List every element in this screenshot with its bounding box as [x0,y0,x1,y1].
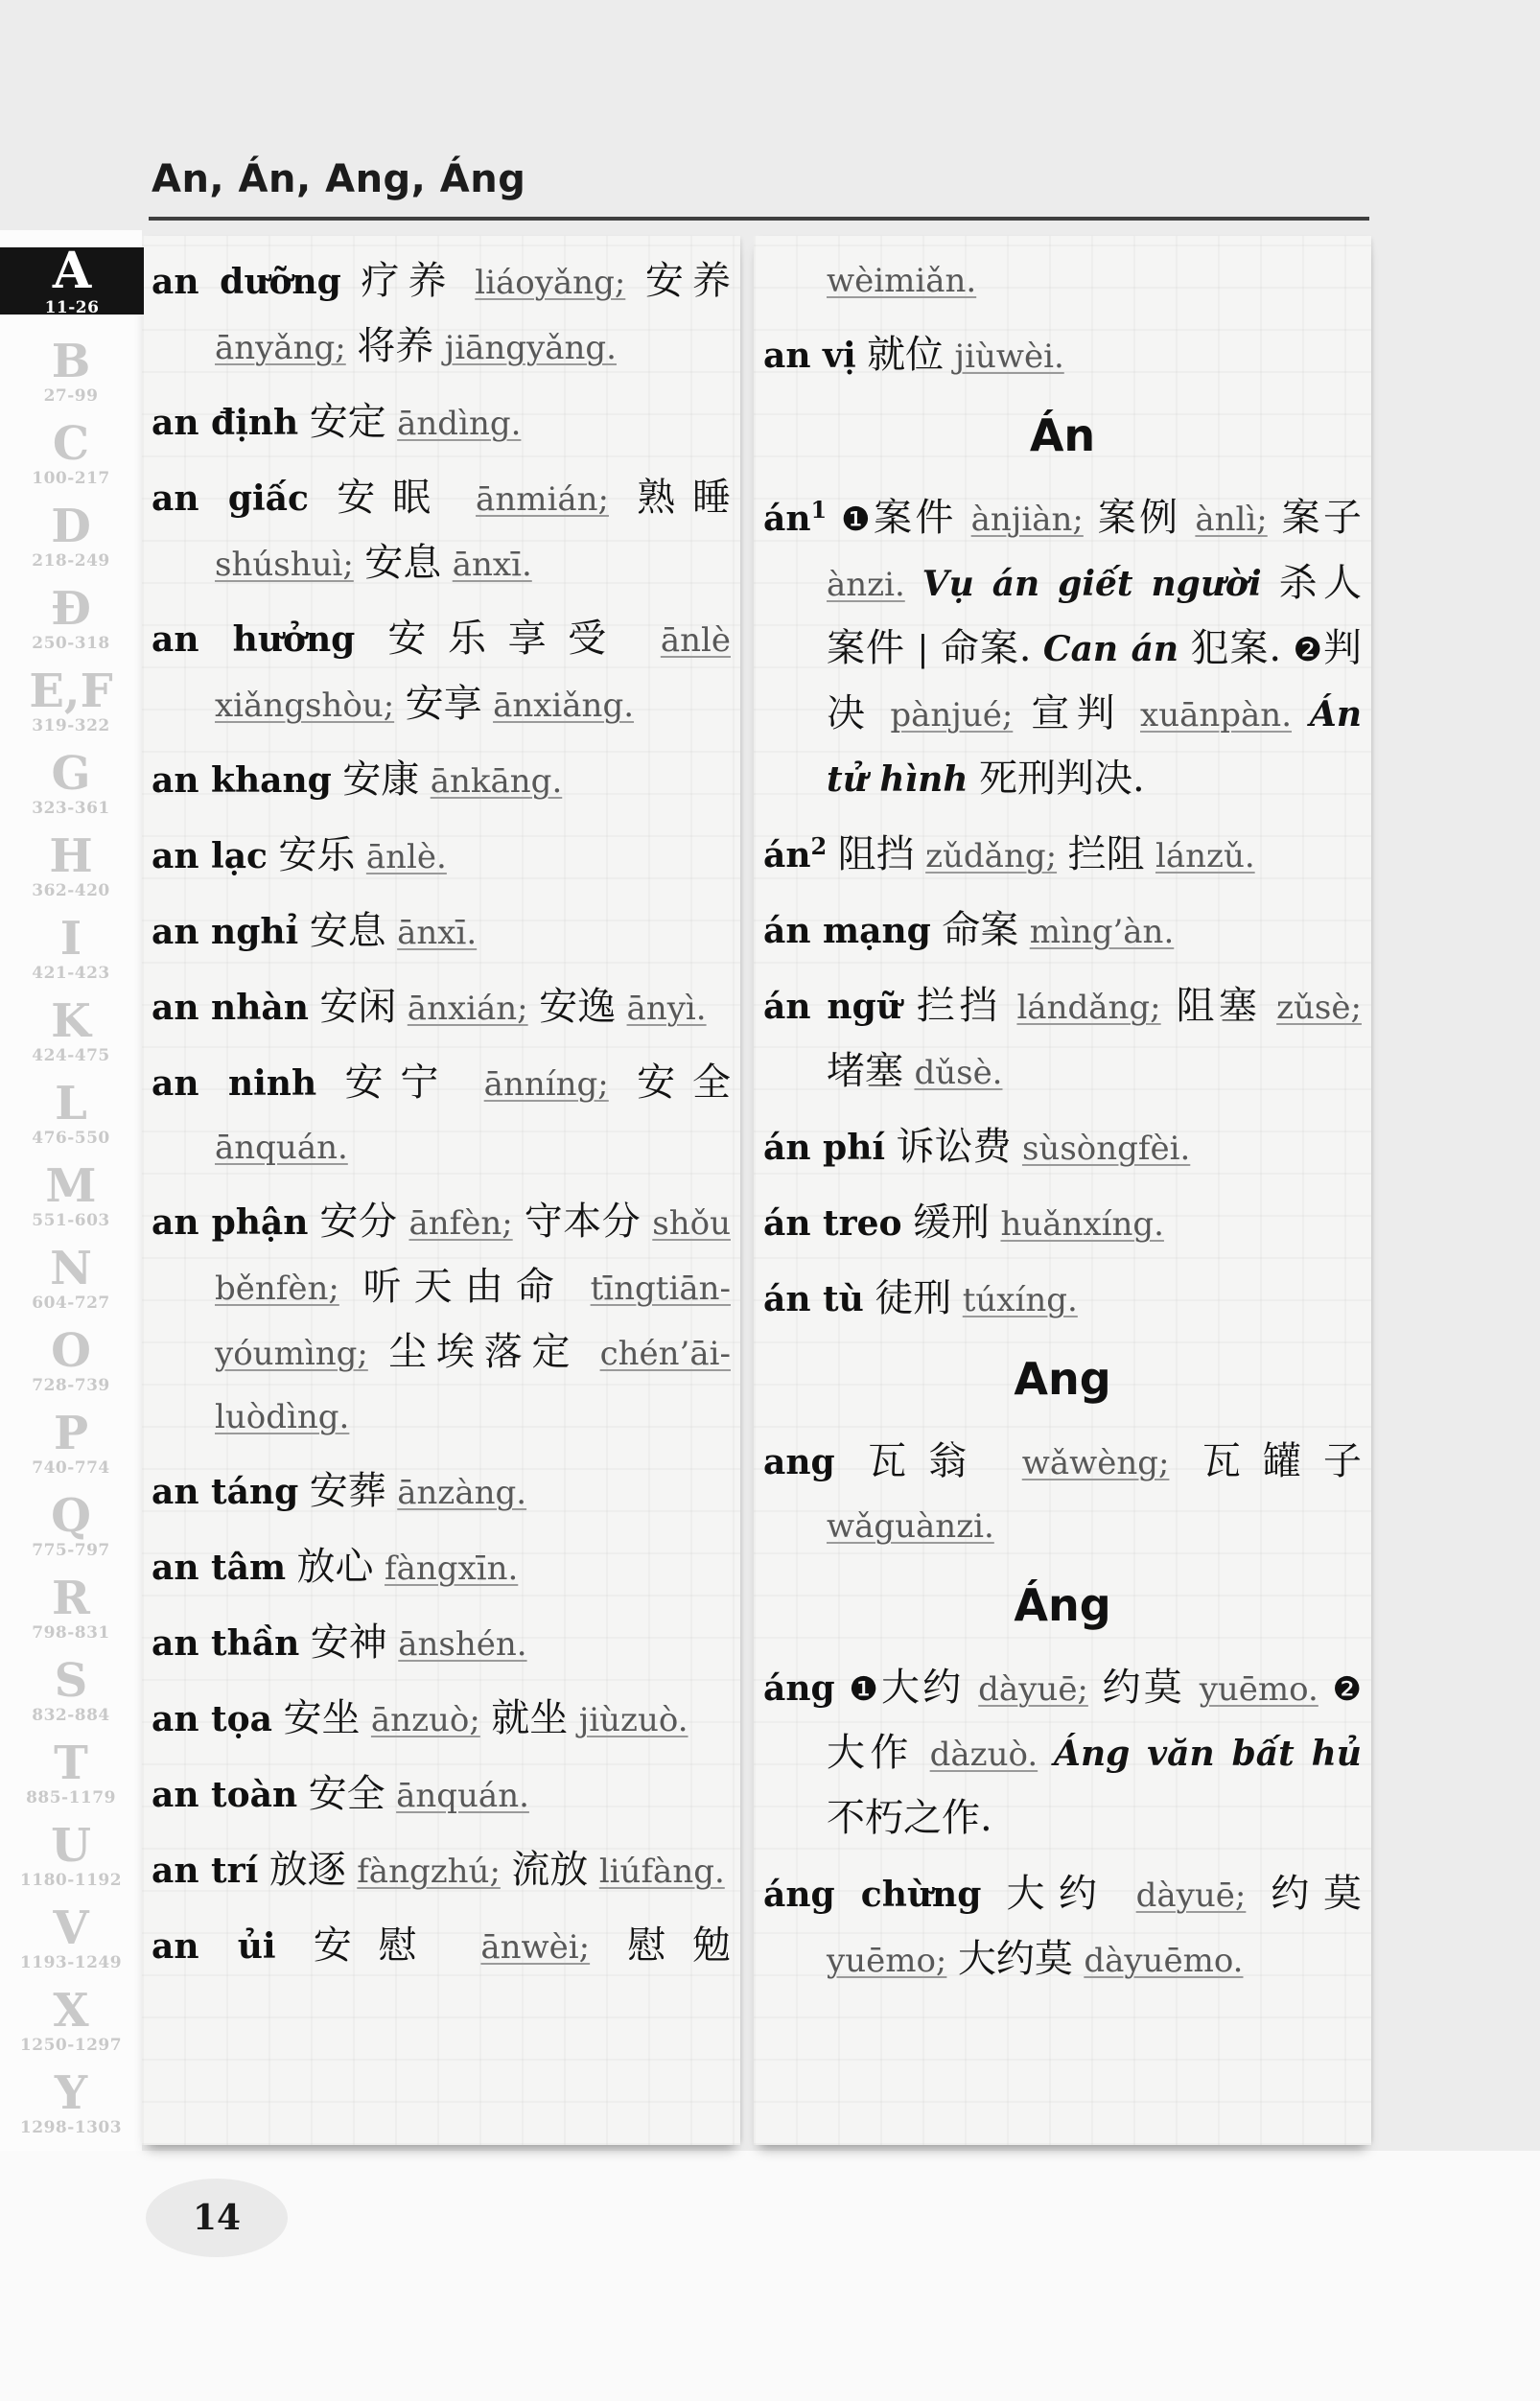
dictionary-entry [152,1611,731,1676]
index-letter: G [51,746,91,801]
chinese-text: 宣判 [1031,691,1123,735]
chinese-text: 安葬 [309,1469,386,1513]
index-page-range: 832-884 [32,1705,110,1725]
chinese-text: 放心 [296,1545,374,1589]
index-tab-g[interactable] [0,742,142,825]
dictionary-entry [152,1535,731,1600]
index-page-range: 319-322 [32,715,110,735]
page-guide-words: An, Án, Ang, Áng [152,157,526,201]
chinese-text: 安定 [309,400,386,444]
index-tab-m[interactable] [0,1154,142,1237]
chinese-text: 安眠 [337,476,448,520]
dictionary-entry [763,486,1362,812]
headword: an ninh [152,1063,317,1104]
superscript: 1 [810,496,828,524]
pinyin-text: chén’āi-luòdìng. [215,1335,731,1436]
index-letter: N [50,1241,92,1295]
pinyin-text: dàzuò. [929,1736,1038,1774]
pinyin-text: dàyuēmo. [1084,1942,1244,1980]
chinese-text: 疗养 [361,259,455,303]
chinese-text: 判决 [827,626,1362,735]
pinyin-text: mìng’àn. [1029,913,1175,951]
dictionary-entry [763,823,1362,888]
dictionary-entry [152,607,731,737]
header-rule [149,217,1369,221]
pinyin-text: fàngzhú; [357,1853,501,1891]
index-tab-x[interactable] [0,1979,142,2062]
index-page-range: 775-797 [32,1540,110,1560]
chinese-text: 放逐 [268,1848,346,1892]
chinese-text: 大约 [1006,1872,1111,1916]
index-page-range: 27-99 [43,385,99,406]
index-page-range: 476-550 [32,1128,110,1148]
pinyin-text: shǒu běnfèn; [215,1204,731,1308]
pinyin-text: shúshuì; [215,546,354,584]
index-letter: Q [51,1488,91,1543]
pinyin-text: yuēmo; [827,1942,947,1980]
dictionary-entry [152,1051,731,1179]
dictionary-entry [152,899,731,965]
pinyin-text: ānxī. [452,546,532,584]
superscript: 2 [810,832,828,860]
headword: ang [763,1442,835,1482]
index-page-range: 362-420 [32,880,110,900]
index-tab-o[interactable] [0,1319,142,1402]
pinyin-text: huǎnxíng. [1000,1205,1164,1244]
index-tab-c[interactable] [0,412,142,495]
index-page-range: 421-423 [32,963,110,983]
dictionary-entry [763,249,1362,313]
chinese-text: 命案 [942,908,1019,952]
headword: an vị [763,336,856,376]
chinese-text: 大约莫 [957,1937,1073,1981]
headword: án treo [763,1203,902,1244]
headword: án [763,499,811,539]
index-letter: Y [54,2065,88,2120]
index-tab-đ[interactable] [0,577,142,660]
index-tab-u[interactable] [0,1814,142,1897]
index-page-range: 798-831 [32,1622,110,1643]
pinyin-text: dàyuē; [1135,1877,1247,1915]
pinyin-text: sùsòngfèi. [1021,1130,1191,1168]
chinese-text: 死刑判决. [979,757,1145,801]
dictionary-entry [152,824,731,889]
pinyin-text: ànzi. [827,566,905,604]
headword: án tù [763,1279,864,1319]
pinyin-text: āndìng. [397,405,522,443]
chinese-text: 安宁 [344,1061,456,1105]
headword: an táng [152,1472,299,1512]
chinese-text: 将养 [357,324,434,368]
index-page-range: 1193-1249 [19,1952,123,1972]
index-tab-t[interactable] [0,1732,142,1814]
index-letter: U [51,1818,91,1873]
headword: an thần [152,1623,300,1664]
pinyin-text: lándǎng; [1016,989,1161,1027]
pinyin-text: liáoyǎng; [475,264,626,302]
chinese-text: 阻挡 [837,832,915,876]
headword: an giấc [152,478,309,519]
chinese-text: 安闲 [319,985,397,1029]
vietnamese-example: Án tử hình [827,694,1363,800]
sense-number: ❶ [841,501,874,539]
chinese-text: 缓刑 [913,1200,990,1245]
pinyin-text: ānlè. [365,838,447,876]
chinese-text: 流放 [511,1848,589,1892]
dictionary-entry [152,466,731,596]
dictionary-entry [763,1656,1362,1852]
separator: | [917,630,929,669]
chinese-text: 约莫 [1102,1666,1186,1710]
dictionary-entry [152,390,731,455]
pinyin-text: zǔdǎng; [925,837,1058,875]
chinese-text: 就坐 [491,1696,569,1740]
index-page-range: 100-217 [32,468,110,488]
pinyin-text: ānshén. [398,1625,527,1664]
headword: an nhàn [152,988,309,1028]
headword: an nghỉ [152,912,299,952]
headword: an toàn [152,1775,298,1815]
index-letter: K [51,993,91,1048]
chinese-text: 拦挡 [916,984,1002,1028]
index-letter: Đ [51,581,91,636]
chinese-text: 徒刑 [875,1276,952,1320]
index-page-range: 250-318 [32,633,110,653]
headword: an lạc [152,836,268,876]
index-letter: R [52,1571,90,1625]
index-tab-ef[interactable] [0,660,142,742]
index-page-range: 1180-1192 [19,1870,123,1890]
pinyin-text: ānfèn; [408,1204,513,1243]
chinese-text: 安分 [319,1200,398,1244]
index-letter: E,F [29,664,113,718]
index-page-range: 1250-1297 [19,2035,123,2055]
chinese-text: 听天由命 [362,1265,567,1309]
chinese-text: 约莫 [1271,1872,1362,1916]
pinyin-text: jiāngyǎng. [444,329,617,367]
chinese-text: 安息 [309,909,386,953]
headword: áng [763,1668,835,1709]
right-column [754,236,1371,2145]
pinyin-text: tīngtiān-yóumìng; [215,1270,731,1373]
pinyin-text: ānxián; [407,990,528,1028]
dictionary-entry [763,1191,1362,1256]
index-letter: A [52,241,92,300]
headword: an hưởng [152,619,356,660]
page-number: 14 [192,2198,242,2238]
sense-number: ❷ [1293,631,1323,669]
chinese-text: 瓦罐子 [1202,1439,1362,1483]
index-letter: B [51,334,91,388]
index-letter: S [54,1653,88,1708]
vietnamese-example: Vụ án giết người [922,564,1262,604]
pinyin-text: jiùwèi. [954,338,1064,376]
headword: an định [152,403,299,443]
chinese-text: 拦阻 [1067,832,1145,876]
chinese-text: 安乐享受 [387,617,628,661]
index-sidebar [0,241,142,2144]
headword: án phí [763,1128,886,1168]
chinese-text: 安息 [364,541,442,585]
index-tab-b[interactable] [0,330,142,412]
pinyin-text: ànjiàn; [970,501,1084,539]
pinyin-text: ānzàng. [397,1474,527,1512]
section-heading: Áng [1014,1579,1111,1631]
chinese-text: 不朽之作. [827,1796,992,1840]
chinese-text: 安神 [310,1620,387,1665]
index-letter: M [45,1158,97,1213]
chinese-text: 堵塞 [827,1049,903,1093]
dictionary-entry [763,1430,1362,1558]
headword: áng chừng [763,1875,982,1915]
headword: án [763,835,811,875]
index-page-range: 424-475 [32,1045,110,1065]
chinese-text: 安乐 [278,833,356,877]
headword: an ủi [152,1926,276,1967]
pinyin-text: ānníng; [483,1065,609,1104]
index-tab-v[interactable] [0,1897,142,1979]
chinese-text: 尘埃落定 [388,1330,580,1374]
pinyin-text: ànlì; [1195,501,1268,539]
pinyin-text: lánzǔ. [1155,837,1255,875]
chinese-text: 安逸 [539,985,617,1029]
dictionary-entry [763,898,1362,964]
pinyin-text: wǎguànzi. [827,1507,994,1546]
headword: an phận [152,1202,309,1243]
headword: an trí [152,1851,259,1891]
chinese-text: 熟睡 [637,476,732,520]
index-letter: T [54,1736,88,1790]
index-page-range: 323-361 [32,798,110,818]
index-page-range: 218-249 [32,550,110,571]
pinyin-text: xuānpàn. [1140,696,1293,734]
index-tab-s[interactable] [0,1649,142,1732]
headword: an khang [152,760,332,801]
pinyin-text: dǔsè. [914,1054,1003,1092]
chinese-text: 安坐 [283,1696,361,1740]
index-tab-p[interactable] [0,1402,142,1484]
index-letter: O [51,1323,91,1378]
index-letter: I [59,911,82,966]
pinyin-text: pànjué; [890,696,1014,734]
pinyin-text: fàngxīn. [385,1550,519,1588]
chinese-text: 大作 [827,1731,914,1775]
index-page-range: 11-26 [44,297,100,317]
pinyin-text: ānzuò; [370,1701,480,1739]
index-letter: V [53,1900,89,1955]
pinyin-text: ānxī. [397,914,478,952]
index-tab-q[interactable] [0,1484,142,1567]
dictionary-entry [152,1687,731,1752]
chinese-text: 命案. [940,626,1032,670]
index-letter: H [49,828,93,883]
headword: an tâm [152,1548,287,1588]
chinese-text: 守本分 [524,1200,642,1244]
chinese-text: 大约 [881,1666,965,1710]
chinese-text: 安养 [644,259,731,303]
pinyin-text: ānquán. [396,1777,529,1815]
dictionary-entry [763,1115,1362,1180]
section-heading: Ang [1014,1353,1111,1405]
pinyin-text: ānxiǎng. [493,687,635,725]
chinese-text: 就位 [867,333,945,377]
dictionary-entry [152,1914,731,1979]
chinese-text: 瓦翁 [868,1439,990,1483]
dictionary-entry [152,975,731,1040]
index-page-range: 885-1179 [26,1787,116,1807]
chinese-text: 案例 [1097,496,1181,540]
pinyin-text: jiùzuò. [578,1701,688,1739]
chinese-text: 慰勉 [627,1923,732,1968]
dictionary-entry [152,748,731,813]
chinese-text: 阻塞 [1176,984,1262,1028]
pinyin-text: ānwèi; [480,1928,591,1967]
vietnamese-example: Áng văn bất hủ [1054,1734,1362,1774]
index-tab-r[interactable] [0,1567,142,1649]
dictionary-entry [152,1459,731,1525]
index-tab-d[interactable] [0,495,142,577]
chinese-text: 案子 [1281,496,1363,540]
pinyin-text: túxíng. [962,1281,1078,1319]
headword: an tọa [152,1699,272,1739]
headword: án mạng [763,911,931,951]
dictionary-entry [152,1190,731,1449]
index-tab-y[interactable] [0,2062,142,2144]
chinese-text: 安享 [405,682,482,726]
pinyin-text: yuēmo. [1199,1670,1318,1709]
index-letter: P [53,1406,89,1460]
dictionary-entry [763,1267,1362,1332]
index-page-range: 604-727 [32,1293,110,1313]
headword: án ngữ [763,987,901,1027]
dictionary-entry [152,1838,731,1903]
pinyin-text: zǔsè; [1276,989,1362,1027]
index-tab-h[interactable] [0,825,142,907]
index-page-range: 728-739 [32,1375,110,1395]
chinese-text: 犯案. [1190,626,1282,670]
left-column [142,236,740,2145]
page-number-badge [146,2179,288,2257]
vietnamese-example: Can án [1042,629,1179,669]
pinyin-text: ānquán. [215,1129,348,1167]
section-heading: Án [1029,409,1096,461]
chinese-text: 安慰 [313,1923,444,1968]
index-letter: X [53,1983,89,2038]
pinyin-text: ānkāng. [430,762,563,801]
pinyin-text: liúfàng. [598,1853,725,1891]
pinyin-text: ānmián; [476,480,609,519]
index-tab-a[interactable] [0,241,144,317]
index-tab-k[interactable] [0,990,142,1072]
pinyin-text: wǎwèng; [1021,1444,1170,1482]
chinese-text: 诉讼费 [896,1125,1012,1169]
pinyin-text: wèimiǎn. [827,262,977,300]
sense-number: ❶ [849,1670,882,1709]
dictionary-entry [763,323,1362,388]
dictionary-entry [152,1762,731,1828]
pinyin-text: ānlè xiǎngshòu; [215,621,731,725]
index-page-range: 740-774 [32,1457,110,1478]
chinese-text: 案件 [873,496,957,540]
index-page-range: 551-603 [32,1210,110,1230]
chinese-text: 安全 [308,1772,385,1816]
chinese-text: 杀人案件 [827,561,1362,670]
pinyin-text: ānyǎng; [215,329,346,367]
index-tab-n[interactable] [0,1237,142,1319]
chinese-text: 安康 [342,758,420,802]
index-letter: D [51,499,91,553]
dictionary-entry [763,974,1362,1105]
dictionary-entry [152,249,731,380]
pinyin-text: ānyì. [626,990,707,1028]
index-tab-i[interactable] [0,907,142,990]
dictionary-entry [763,1862,1362,1993]
pinyin-text: dàyuē; [978,1670,1088,1709]
chinese-text: 安全 [637,1061,731,1105]
index-letter: L [55,1076,87,1131]
index-letter: C [52,416,90,471]
index-tab-l[interactable] [0,1072,142,1154]
sense-number: ❷ [1332,1670,1362,1709]
index-page-range: 1298-1303 [19,2117,123,2137]
headword: an dưỡng [152,262,341,302]
